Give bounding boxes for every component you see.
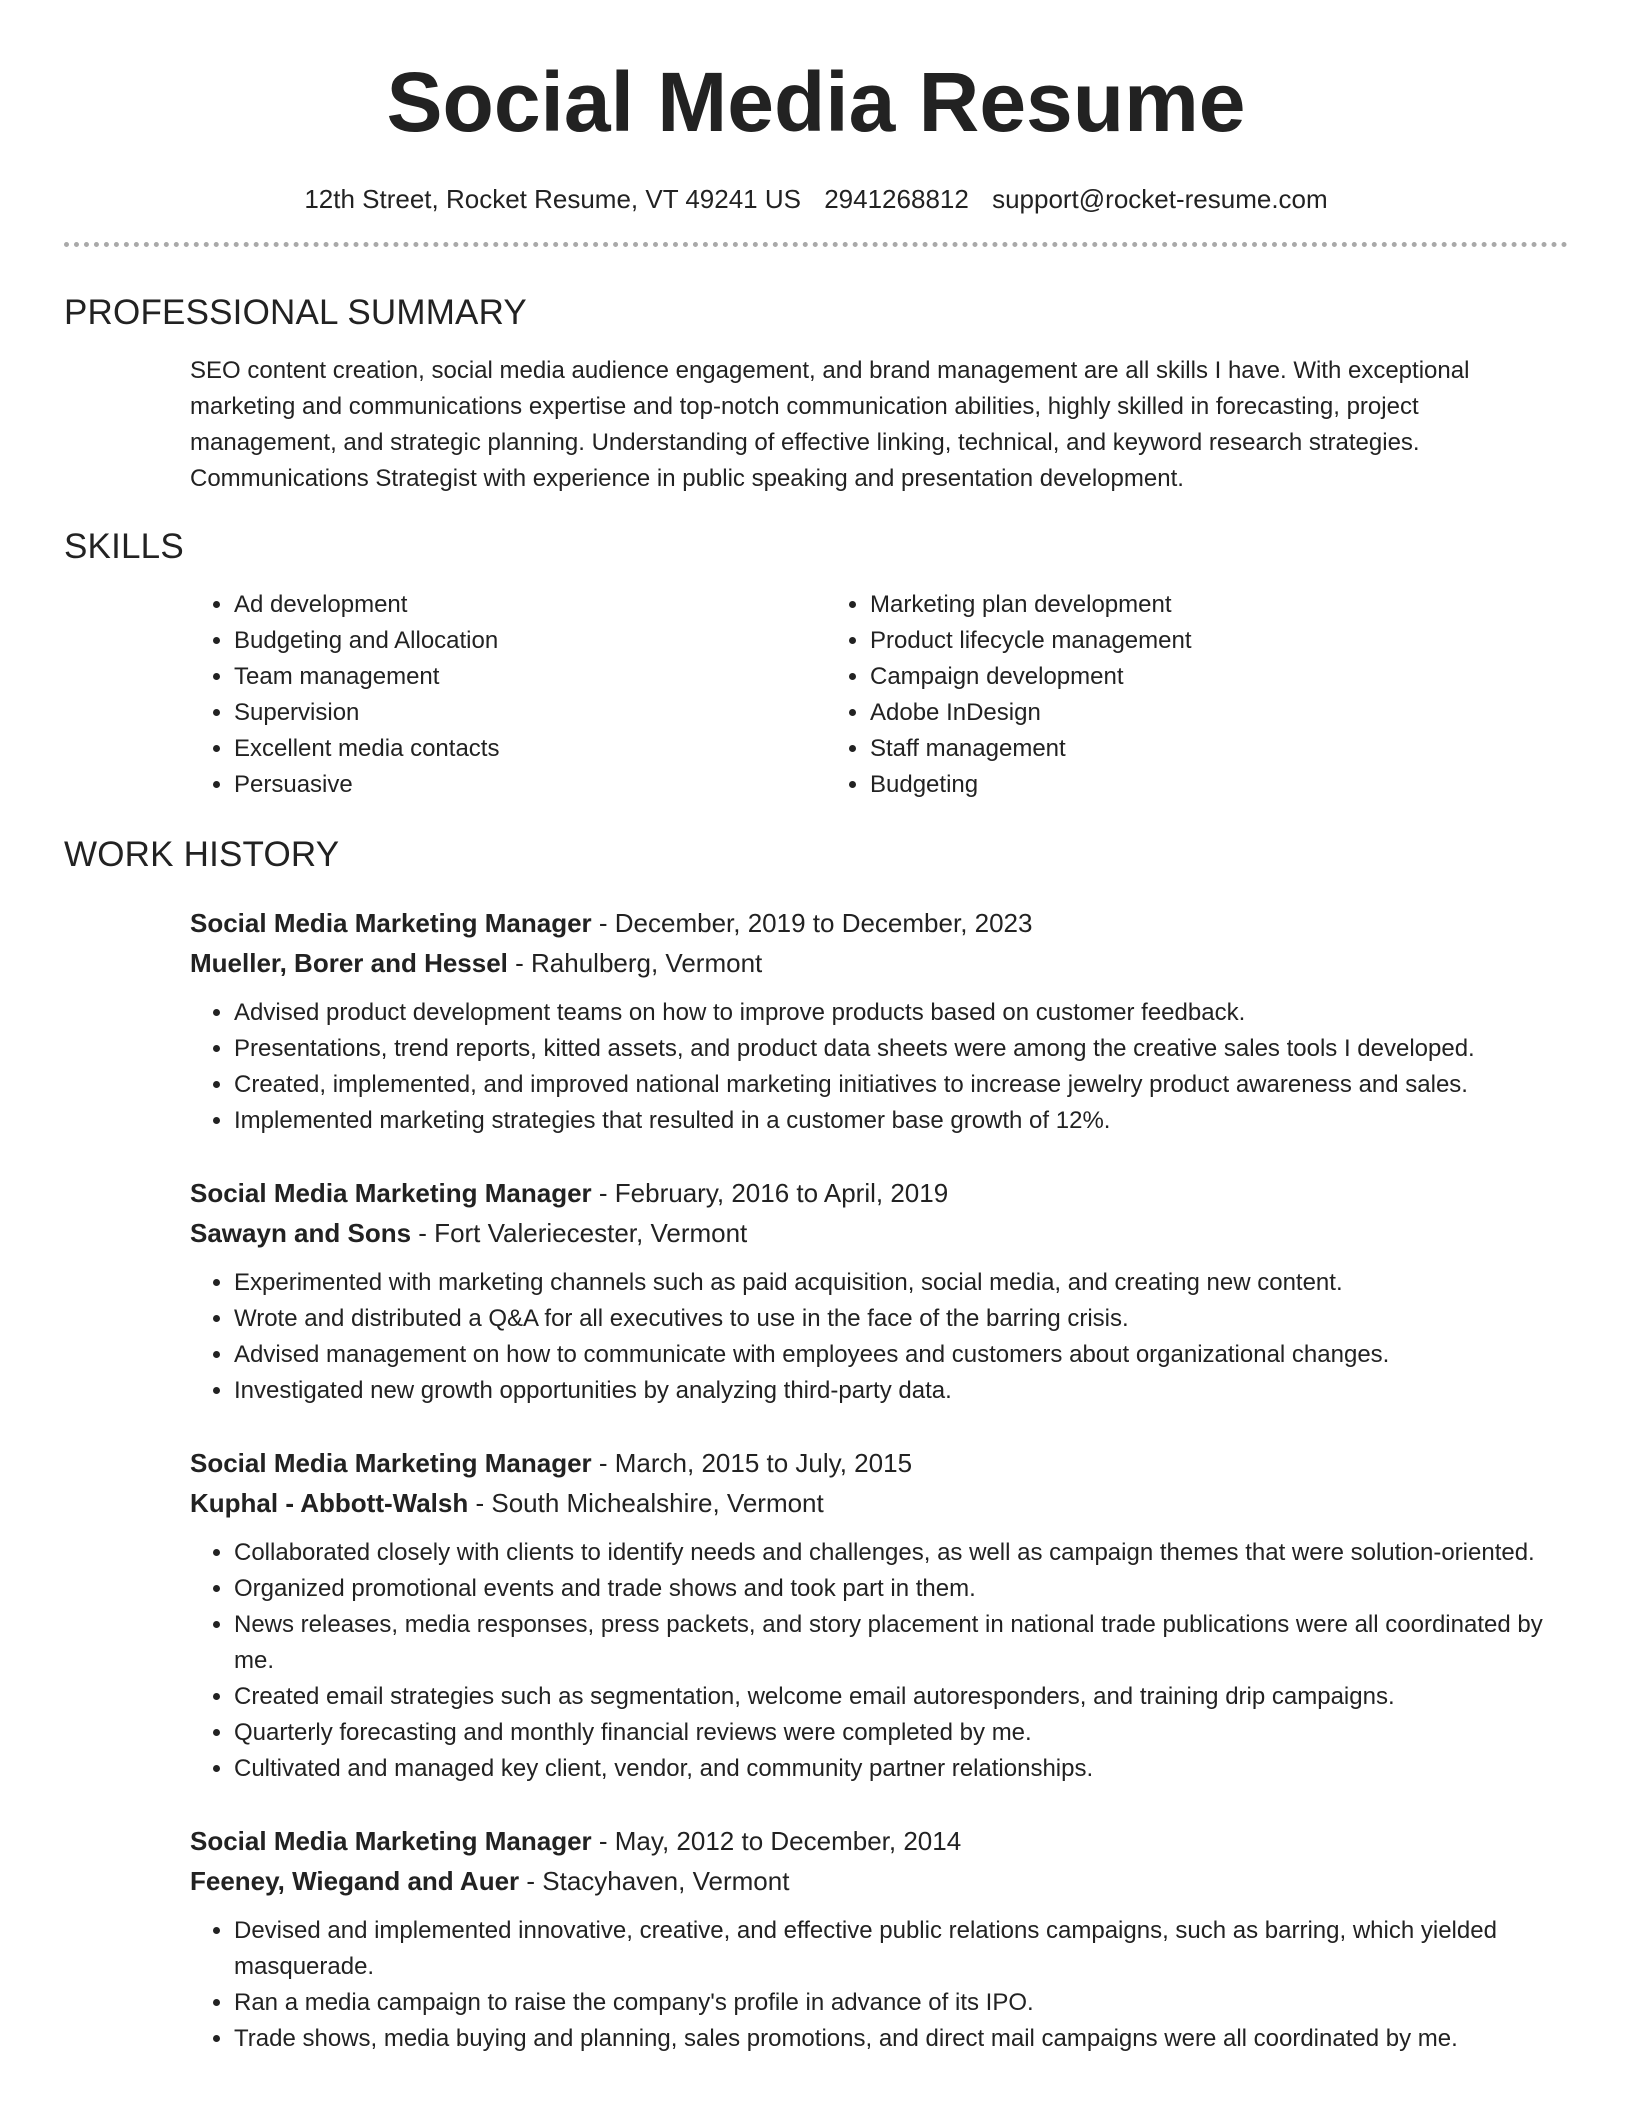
job-bullet: • Presentations, trend reports, kitted assets, and product data sheets were among the creative sales tools I developed. [234,1031,1568,1067]
job-dates: - May, 2012 to December, 2014 [591,1826,962,1856]
skill-item: • Ad development [234,587,826,623]
job-bullets [190,1535,1568,1787]
job-bullet: • Implemented marketing strategies that resulted in a customer base growth of 12%. [234,1103,1568,1139]
resume-name: Social Media Resume [386,55,1246,149]
skill-item: • Excellent media contacts [234,731,826,767]
skills-title: SKILLS [64,527,184,566]
job-bullet: • Trade shows, media buying and planning, sales promotions, and direct mail campaigns were all coordinated by me. [234,2021,1568,2057]
job-bullet: • Created email strategies such as segmentation, welcome email autoresponders, and training drip campaigns. [234,1679,1568,1715]
job-dates: - December, 2019 to December, 2023 [591,908,1033,938]
job-bullet: • Experimented with marketing channels such as paid acquisition, social media, and creating new content. [234,1265,1568,1301]
contact-email: support@rocket-resume.com [992,184,1328,214]
contact-address: 12th Street, Rocket Resume, VT 49241 US [304,184,801,214]
job-dates: - February, 2016 to April, 2019 [591,1178,949,1208]
resume-header [64,0,1568,216]
skills-section [64,525,1568,803]
job-role: Social Media Marketing Manager [190,908,592,938]
job-entry [190,1443,1568,1787]
skills-list-left [190,587,826,803]
job-entry [190,1821,1568,2057]
job-bullets [190,1265,1568,1409]
skill-item: • Budgeting and Allocation [234,623,826,659]
job-company-line [190,1483,1568,1523]
contact-line [64,182,1568,216]
job-title-line [190,1173,1568,1213]
job-company: Feeney, Wiegand and Auer [190,1866,520,1896]
job-title-line [190,1443,1568,1483]
job-bullet: • Advised product development teams on how to improve products based on customer feedback. [234,995,1568,1031]
job-bullet: • Wrote and distributed a Q&A for all executives to use in the face of the barring crisis. [234,1301,1568,1337]
skill-item: • Campaign development [870,659,1466,695]
job-company: Mueller, Borer and Hessel [190,948,508,978]
job-bullet: • Collaborated closely with clients to identify needs and challenges, as well as campaign themes that were solution-oriented. [234,1535,1568,1571]
job-bullet: • Advised management on how to communicate with employees and customers about organizational changes. [234,1337,1568,1373]
skills-list-right [826,587,1466,803]
skill-item: • Supervision [234,695,826,731]
skill-item: • Product lifecycle management [870,623,1466,659]
job-role: Social Media Marketing Manager [190,1826,592,1856]
skill-item: • Adobe InDesign [870,695,1466,731]
job-location: - Stacyhaven, Vermont [519,1866,790,1896]
job-bullet: • Ran a media campaign to raise the company's profile in advance of its IPO. [234,1985,1568,2021]
job-location: - Fort Valeriecester, Vermont [411,1218,748,1248]
header-divider [64,242,1568,247]
job-location: - Rahulberg, Vermont [507,948,763,978]
job-company-line [190,1861,1568,1901]
job-bullet: • Created, implemented, and improved national marketing initiatives to increase jewelry product awareness and sales. [234,1067,1568,1103]
skill-item: • Persuasive [234,767,826,803]
skill-item: • Budgeting [870,767,1466,803]
job-bullet: • Quarterly forecasting and monthly financial reviews were completed by me. [234,1715,1568,1751]
job-company-line [190,943,1568,983]
work-history-section [64,833,1568,2057]
job-company-line [190,1213,1568,1253]
job-entry [190,903,1568,1139]
job-role: Social Media Marketing Manager [190,1448,592,1478]
work-history-title: WORK HISTORY [64,835,340,874]
skill-item: • Team management [234,659,826,695]
job-title-line [190,1821,1568,1861]
job-entry [190,1173,1568,1409]
job-bullet: • Organized promotional events and trade shows and took part in them. [234,1571,1568,1607]
summary-text: SEO content creation, social media audience engagement, and brand management are all skills I have. With exceptional marketing and communications expertise and top-notch communication abilities, highly skilled in forecasting, project management, and strategic planning. Understanding of effective linking, technical, and keyword research strategies. Communications Strategist with experience in public speaking and presentation development. [190,357,1470,492]
skill-item: • Marketing plan development [870,587,1466,623]
job-bullet: • Devised and implemented innovative, creative, and effective public relations campaigns, such as barring, which yielded masquerade. [234,1913,1568,1985]
job-company: Kuphal - Abbott-Walsh [190,1488,469,1518]
skill-item: • Staff management [870,731,1466,767]
job-role: Social Media Marketing Manager [190,1178,592,1208]
contact-phone: 2941268812 [824,184,969,214]
job-bullet: • News releases, media responses, press packets, and story placement in national trade publications were all coordinated by me. [234,1607,1568,1679]
job-company: Sawayn and Sons [190,1218,412,1248]
job-location: - South Michealshire, Vermont [468,1488,824,1518]
job-title-line [190,903,1568,943]
job-bullet: • Cultivated and managed key client, vendor, and community partner relationships. [234,1751,1568,1787]
job-dates: - March, 2015 to July, 2015 [591,1448,913,1478]
job-bullets [190,995,1568,1139]
skills-columns [190,587,1568,803]
summary-title: PROFESSIONAL SUMMARY [64,293,527,332]
summary-section [64,291,1568,497]
job-bullet: • Investigated new growth opportunities by analyzing third-party data. [234,1373,1568,1409]
job-bullets [190,1913,1568,2057]
